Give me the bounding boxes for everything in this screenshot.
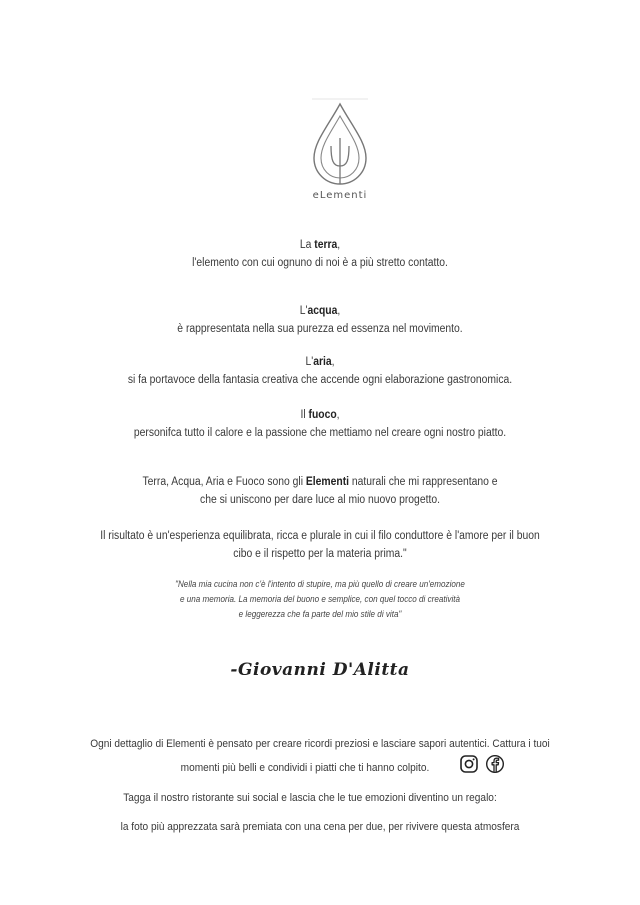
section-aria-title: L'aria, bbox=[305, 356, 335, 368]
quote-line-2: e una memoria. La memoria del buono e semplice, con quel tocco di creatività bbox=[179, 594, 461, 604]
quote-line-1: "Nella mia cucina non c'è l'intento di stupire, ma più quello di creare un'emozione bbox=[175, 579, 465, 589]
result-line-2: cibo e il rispetto per la materia prima." bbox=[233, 548, 407, 560]
drop-logo-icon bbox=[300, 98, 380, 190]
footer-line-4: la foto più apprezzata sarà premiata con una cena per due, per rivivere questa atmosfera bbox=[120, 821, 520, 833]
footer-line-2: momenti più belli e condividi i piatti che ti hanno colpito. bbox=[180, 762, 430, 774]
section-aria-text: si fa portavoce della fantasia creativa che accende ogni elaborazione gastronomica. bbox=[127, 374, 513, 386]
footer-line-1: Ogni dettaglio di Elementi è pensato per creare ricordi preziosi e lasciare sapori autentici. Cattura i tuoi bbox=[90, 738, 550, 750]
facebook-icon[interactable] bbox=[485, 754, 505, 774]
section-fuoco-text: personifca tutto il calore e la passione che mettiamo nel creare ogni nostro piatto. bbox=[133, 427, 507, 439]
section-acqua-text: è rappresentata nella sua purezza ed essenza nel movimento. bbox=[177, 323, 463, 335]
section-fuoco-title: Il fuoco, bbox=[300, 409, 340, 421]
signature: -Giovanni D'Alitta bbox=[230, 660, 410, 680]
section-terra-text: l'elemento con cui ognuno di noi è a più stretto contatto. bbox=[192, 257, 448, 269]
result-line-1: Il risultato è un'esperienza equilibrata, ricca e plurale in cui il filo conduttore è l'amore per il buon bbox=[100, 530, 540, 542]
summary-line-1: Terra, Acqua, Aria e Fuoco sono gli Elementi naturali che mi rappresentano e bbox=[142, 476, 498, 488]
social-links bbox=[459, 754, 505, 774]
logo-wordmark: eLementi bbox=[312, 190, 368, 201]
section-acqua-title: L'acqua, bbox=[299, 305, 341, 317]
summary-line-2: che si uniscono per dare luce al mio nuovo progetto. bbox=[200, 494, 440, 506]
section-terra-title: La terra, bbox=[299, 239, 341, 251]
quote-line-3: e leggerezza che fa parte del mio stile di vita" bbox=[238, 609, 402, 619]
instagram-icon[interactable] bbox=[459, 754, 479, 774]
footer-line-3: Tagga il nostro ristorante sui social e lascia che le tue emozioni diventino un regalo: bbox=[123, 792, 497, 804]
logo bbox=[300, 98, 380, 208]
